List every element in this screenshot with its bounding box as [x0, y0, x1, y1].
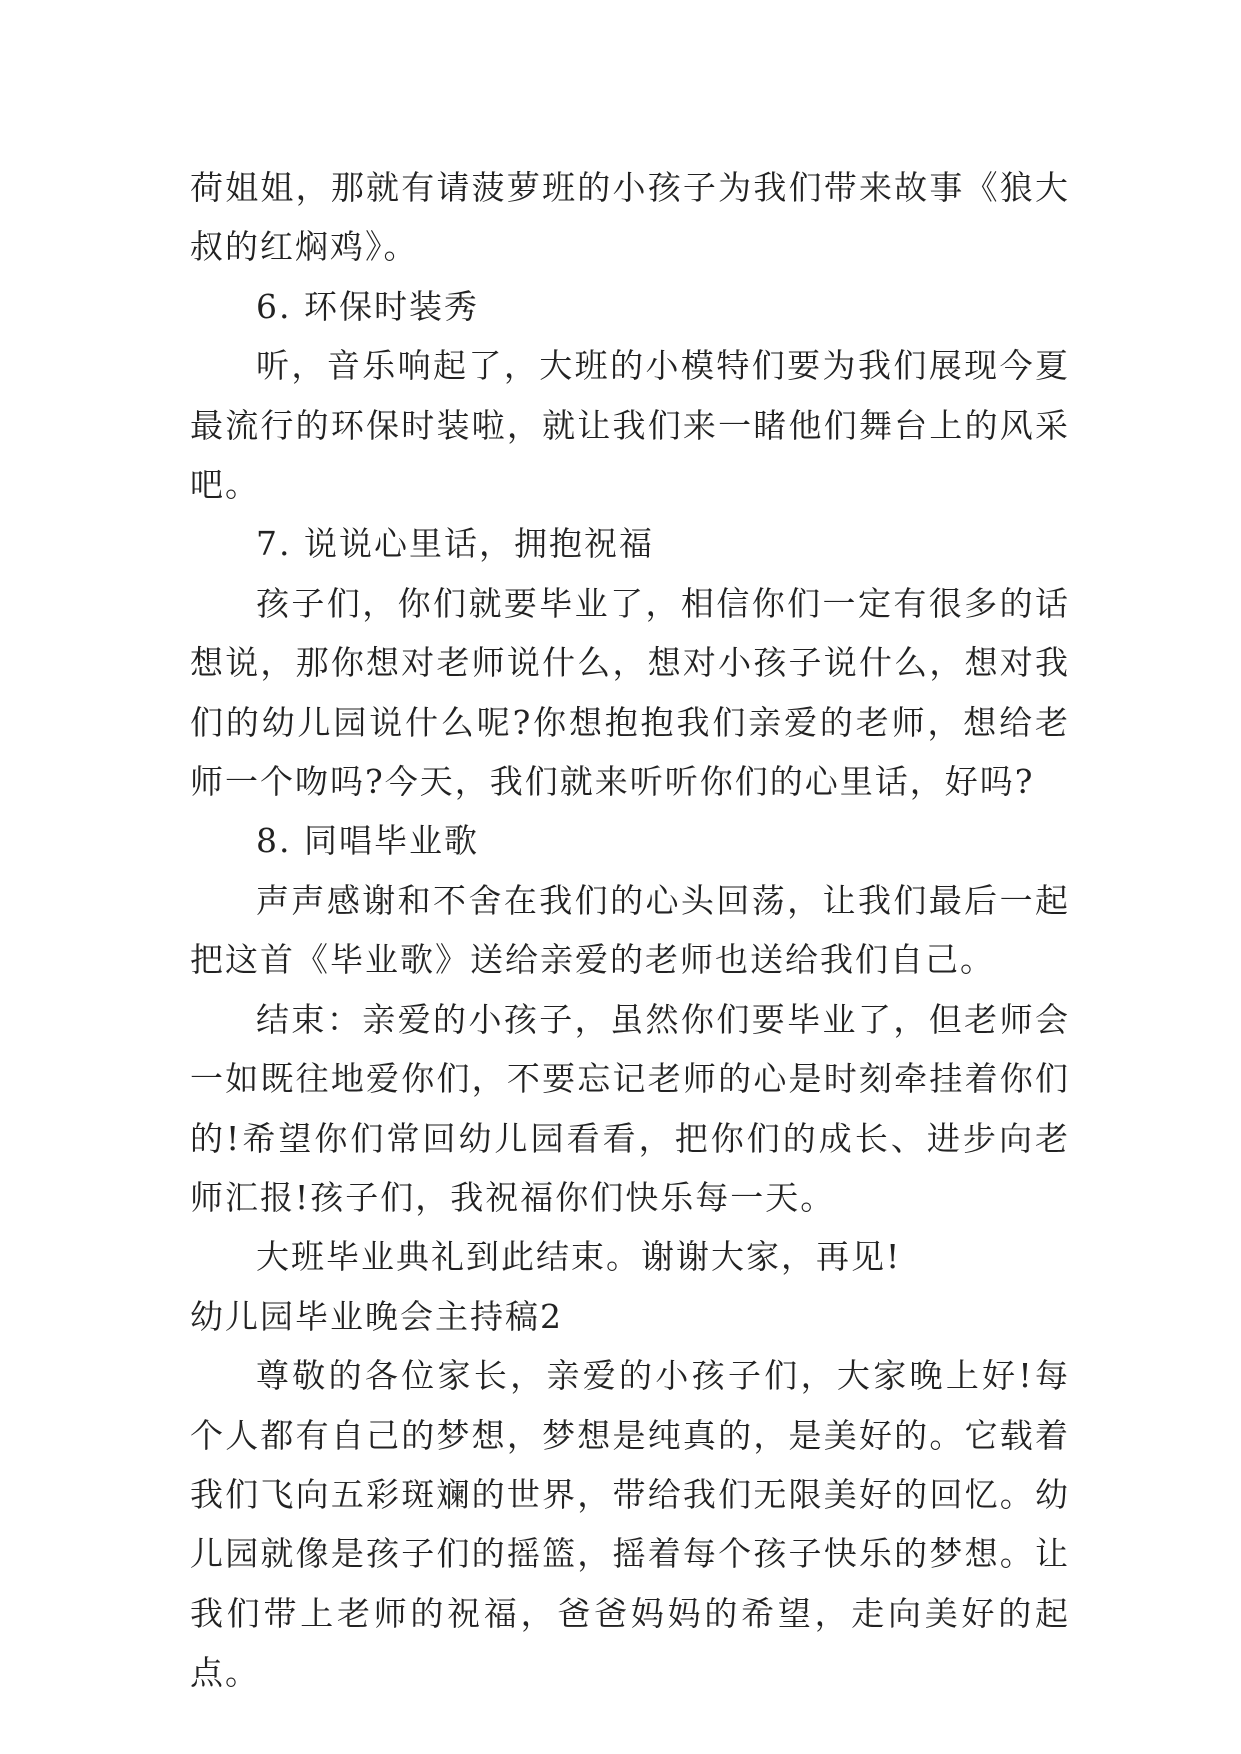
paragraph-closing: 结束：亲爱的小孩子，虽然你们要毕业了，但老师会一如既往地爱你们，不要忘记老师的心是时刻牵挂着你们的!希望你们常回幼儿园看看，把你们的成长、进步向老师汇报!孩子们，我祝福你们快乐每一天。 — [190, 999, 1070, 1217]
item-heading-fashion-show: 6. 环保时装秀 — [256, 286, 479, 326]
item-heading-graduation-song: 8. 同唱毕业歌 — [256, 821, 479, 861]
paragraph-graduation-song: 声声感谢和不舍在我们的心头回荡，让我们最后一起把这首《毕业歌》送给亲爱的老师也送给我们自己。 — [190, 880, 1070, 980]
document-body — [190, 158, 1070, 1703]
paragraph-fashion-show: 听，音乐响起了，大班的小模特们要为我们展现今夏最流行的环保时装啦，就让我们来一睹他们舞台上的风采吧。 — [190, 346, 1070, 505]
paragraph-heart-words: 孩子们，你们就要毕业了，相信你们一定有很多的话想说，那你想对老师说什么，想对小孩子说什么，想对我们的幼儿园说什么呢?你想抱抱我们亲爱的老师，想给老师一个吻吗?今天，我们就来听听你们的心里话，好吗? — [190, 583, 1070, 802]
paragraph-story-continuation: 荷姐姐，那就有请菠萝班的小孩子为我们带来故事《狼大叔的红焖鸡》。 — [190, 168, 1070, 267]
section-title: 幼儿园毕业晚会主持稿2 — [190, 1296, 563, 1336]
paragraph-farewell: 大班毕业典礼到此结束。谢谢大家，再见! — [256, 1237, 902, 1277]
paragraph-opening-speech: 尊敬的各位家长，亲爱的小孩子们，大家晚上好!每个人都有自己的梦想，梦想是纯真的，是美好的。它载着我们飞向五彩斑斓的世界，带给我们无限美好的回忆。幼儿园就像是孩子们的摇篮，摇着每个孩子快乐的梦想。让我们带上老师的祝福，爸爸妈妈的希望，走向美好的起点。 — [190, 1356, 1070, 1693]
item-heading-heart-words: 7. 说说心里话，拥抱祝福 — [256, 524, 654, 564]
